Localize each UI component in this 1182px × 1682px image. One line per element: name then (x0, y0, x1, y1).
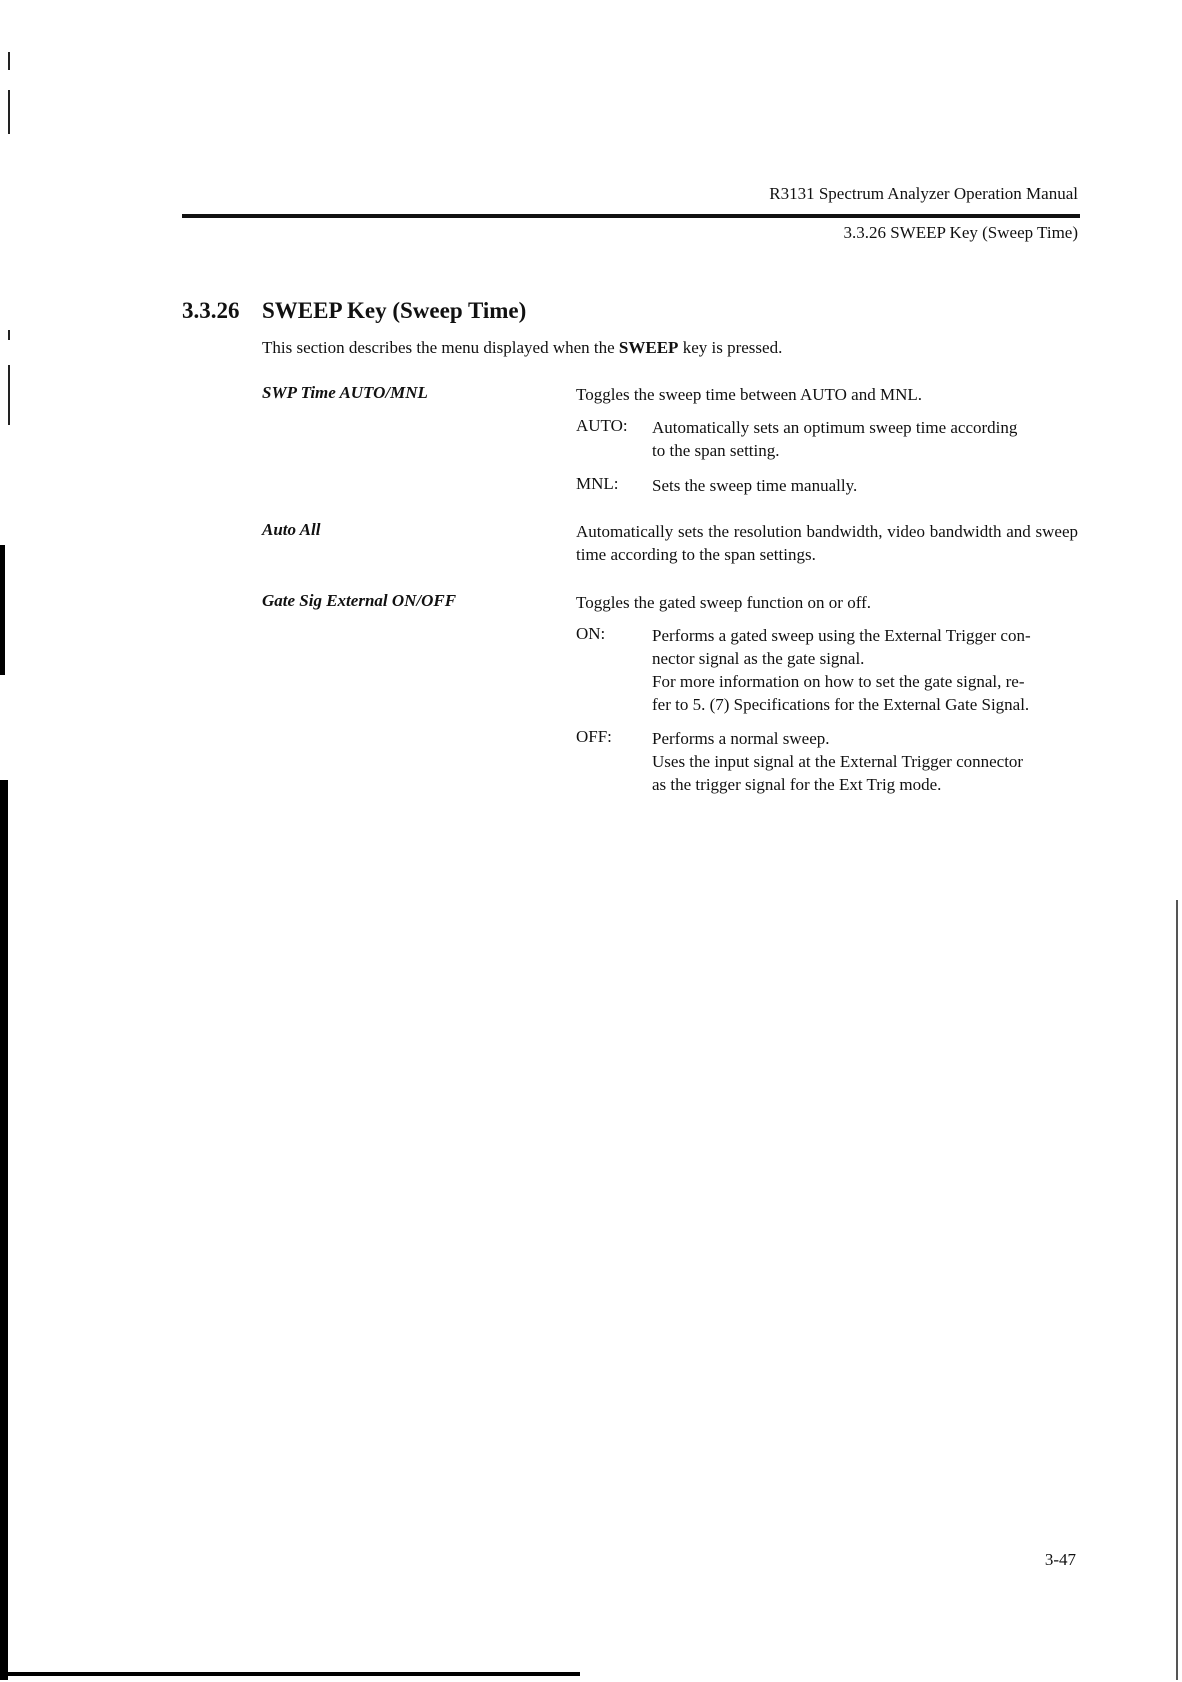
option-line: fer to 5. (7) Specifications for the External Gate Signal. (652, 695, 1030, 714)
option-line: Performs a gated sweep using the External Trigger con- (652, 626, 1031, 645)
running-head-subtitle: 3.3.26 SWEEP Key (Sweep Time) (843, 223, 1078, 242)
intro-key-name: SWEEP (618, 338, 679, 357)
intro-text-before: This section describes the menu displayed when the (262, 338, 619, 357)
section-title: SWEEP Key (Sweep Time) (262, 298, 527, 323)
option-key: MNL: (576, 474, 619, 493)
option-text (652, 624, 1078, 716)
header-rule (182, 214, 1080, 218)
option-line: as the trigger signal for the Ext Trig mode. (652, 775, 942, 794)
scan-right-edge (1176, 900, 1178, 1680)
scan-mark (8, 330, 10, 340)
option-key: ON: (576, 624, 606, 643)
option-text (652, 474, 1078, 497)
menu-item-description: Toggles the sweep time between AUTO and MNL. (576, 385, 922, 404)
scan-edge (0, 780, 8, 1680)
option-text (652, 416, 1078, 462)
section-heading (182, 298, 526, 324)
intro-text-after: key is pressed. (678, 338, 783, 357)
running-head-title: R3131 Spectrum Analyzer Operation Manual (769, 184, 1078, 203)
option-line: to the span setting. (652, 441, 780, 460)
section-number: 3.3.26 (182, 298, 240, 323)
option-line: Automatically sets an optimum sweep time according (652, 418, 1018, 437)
scan-bottom-edge (0, 1672, 580, 1676)
page-number: 3-47 (1044, 1550, 1076, 1569)
option-line: nector signal as the gate signal. (652, 649, 865, 668)
option-key: AUTO: (576, 416, 628, 435)
option-line: Uses the input signal at the External Trigger connector (652, 752, 1024, 771)
option-key: OFF: (576, 727, 612, 746)
option-line: For more information on how to set the gate signal, re- (652, 672, 1025, 691)
scan-mark (8, 52, 10, 70)
menu-item-label: Gate Sig External ON/OFF (262, 591, 457, 610)
section-intro (262, 338, 782, 358)
scan-mark (8, 90, 10, 134)
menu-item-label: Auto All (262, 520, 321, 539)
menu-item-description: Automatically sets the resolution bandwidth, video bandwidth and sweep time according to the span settings. (576, 522, 1078, 564)
scan-mark (8, 365, 10, 425)
menu-item-description: Toggles the gated sweep function on or off. (576, 593, 871, 612)
option-text (652, 727, 1078, 796)
menu-item-label: SWP Time AUTO/MNL (262, 383, 428, 402)
scan-edge (0, 545, 5, 675)
option-line: Performs a normal sweep. (652, 729, 830, 748)
option-line: Sets the sweep time manually. (652, 476, 858, 495)
